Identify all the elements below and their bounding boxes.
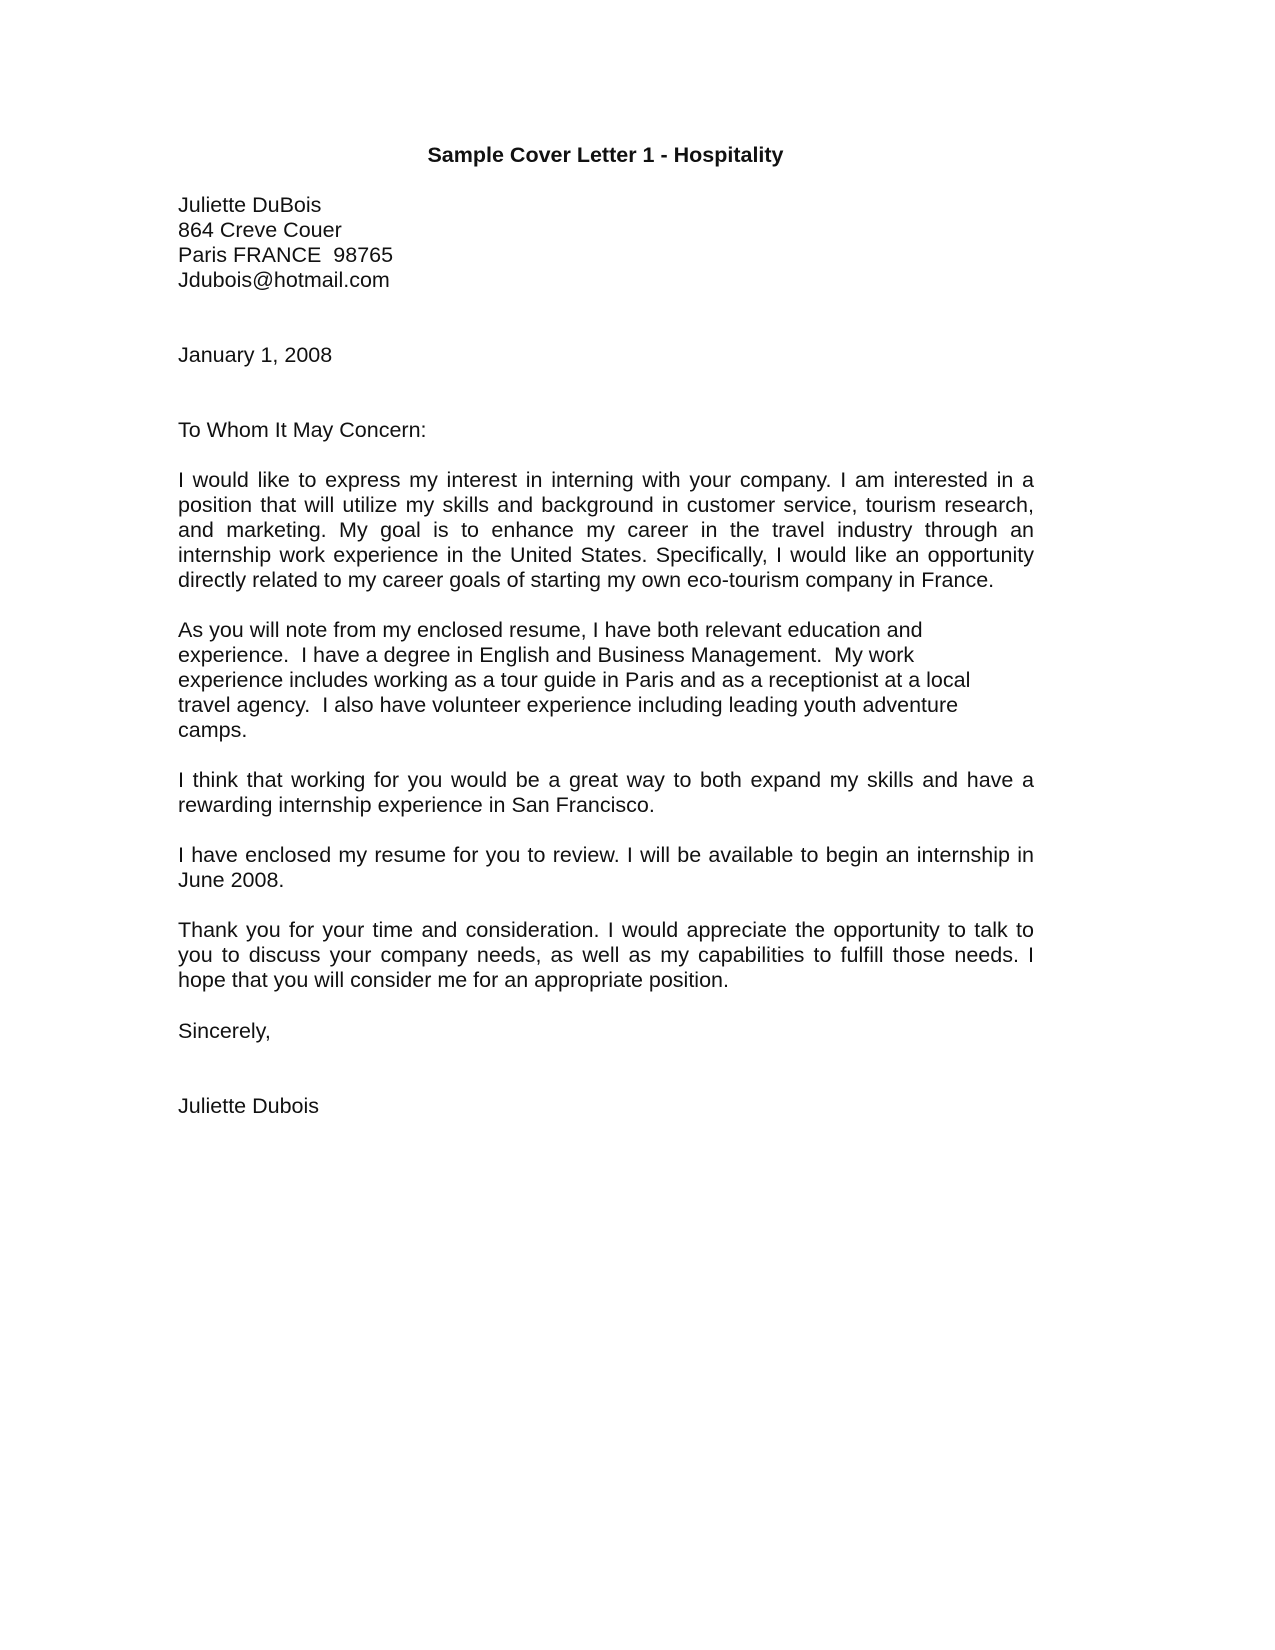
document-title: Sample Cover Letter 1 - Hospitality [427, 143, 784, 167]
paragraph-line: travel agency. I also have volunteer experience including leading youth adventure [178, 693, 959, 718]
body-paragraph-3 [178, 768, 1034, 818]
paragraph-line: hope that you will consider me for an appropriate position. [178, 968, 729, 993]
signature-name: Juliette Dubois [178, 1094, 320, 1118]
body-paragraph-5 [178, 918, 1034, 993]
paragraph-line: I have enclosed my resume for you to review. I will be available to begin an internship in [178, 843, 1034, 867]
body-paragraph-4 [178, 843, 1034, 893]
letter-signature [178, 1094, 1034, 1119]
sender-email: Jdubois@hotmail.com [178, 268, 390, 293]
body-paragraph-2 [178, 618, 1034, 743]
letter-closing [178, 1019, 1034, 1044]
paragraph-line: Thank you for your time and consideration. I would appreciate the opportunity to talk to [178, 918, 1034, 942]
sender-name: Juliette DuBois [178, 193, 322, 217]
paragraph-line: camps. [178, 718, 248, 743]
paragraph-line: I would like to express my interest in interning with your company. I am interested in a [178, 468, 1034, 492]
paragraph-line: rewarding internship experience in San Francisco. [178, 793, 655, 818]
paragraph-line: June 2008. [178, 868, 285, 893]
paragraph-line: experience includes working as a tour guide in Paris and as a receptionist at a local [178, 668, 971, 693]
paragraph-line: I think that working for you would be a great way to both expand my skills and have a [178, 768, 1034, 792]
paragraph-line: experience. I have a degree in English and Business Management. My work [178, 643, 915, 668]
sender-city: Paris FRANCE 98765 [178, 243, 394, 268]
date-text: January 1, 2008 [178, 343, 333, 367]
letter-date [178, 343, 1034, 368]
body-paragraph-1 [178, 468, 1034, 593]
paragraph-line: internship work experience in the United States. Specifically, I would like an opportunity [178, 543, 1034, 568]
greeting-text: To Whom It May Concern: [178, 418, 427, 442]
paragraph-line: As you will note from my enclosed resume, I have both relevant education and [178, 618, 923, 642]
paragraph-line: directly related to my career goals of starting my own eco-tourism company in France. [178, 568, 995, 593]
paragraph-line: you to discuss your company needs, as well as my capabilities to fulfill those needs. I [178, 943, 1034, 968]
sender-address-block [178, 193, 1034, 293]
letter-greeting [178, 418, 1034, 443]
sender-street: 864 Creve Couer [178, 218, 342, 243]
paragraph-line: position that will utilize my skills and background in customer service, tourism research, [178, 493, 1034, 518]
closing-text: Sincerely, [178, 1019, 271, 1043]
paragraph-line: and marketing. My goal is to enhance my career in the travel industry through an [178, 518, 1034, 543]
